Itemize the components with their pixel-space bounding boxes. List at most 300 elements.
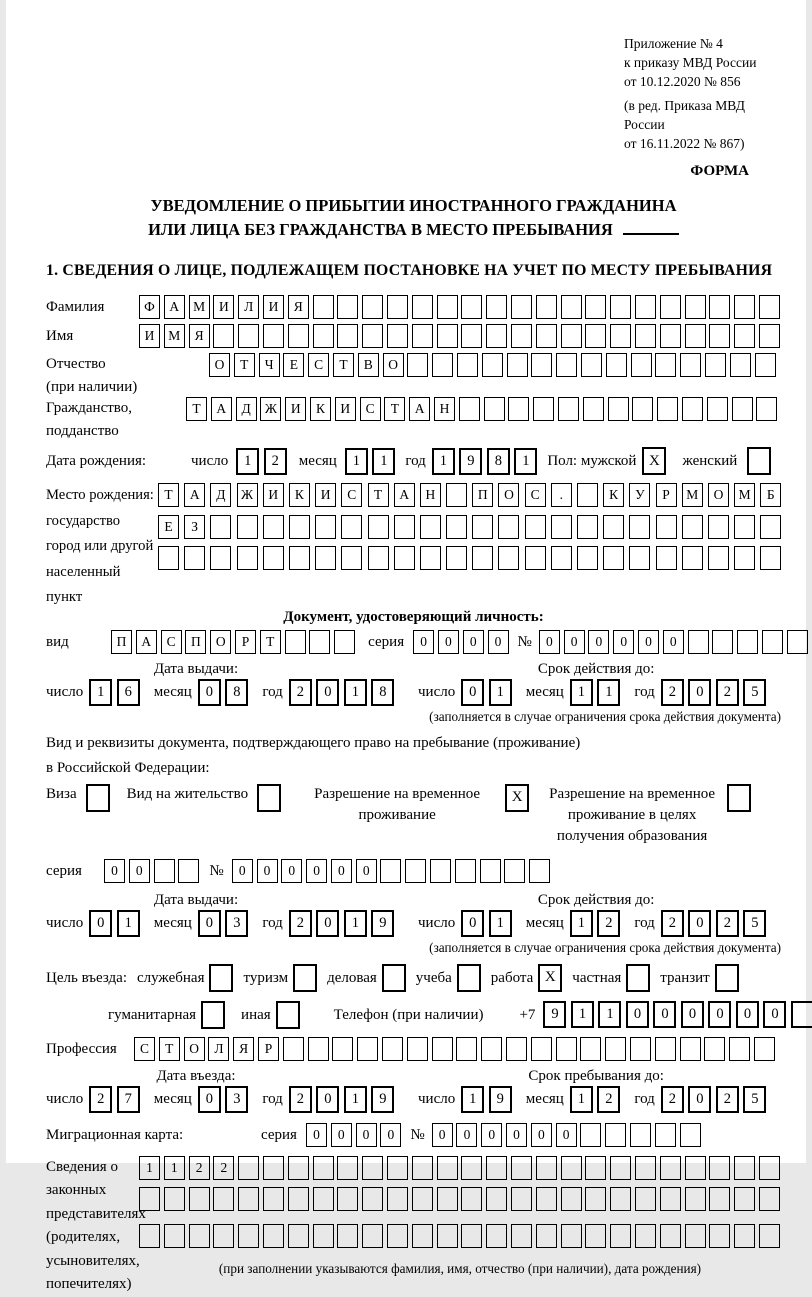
char-cell	[635, 1224, 656, 1248]
char-cell	[680, 353, 701, 377]
purpose-commercial-checkbox[interactable]	[382, 964, 406, 992]
char-cell	[603, 546, 624, 570]
char-cell: 0	[456, 1123, 477, 1147]
char-cell	[635, 1187, 656, 1211]
char-cell: 1	[570, 910, 593, 937]
purpose-business-label: служебная	[136, 969, 205, 986]
surname-boxes[interactable]	[139, 295, 780, 319]
char-cell	[289, 546, 310, 570]
id-issue-group	[46, 660, 418, 706]
char-cell	[457, 353, 478, 377]
series-label: серия	[261, 1126, 297, 1143]
char-cell	[387, 1187, 408, 1211]
char-cell	[394, 515, 415, 539]
char-cell	[629, 515, 650, 539]
char-cell: 0	[306, 1123, 327, 1147]
char-cell	[309, 630, 330, 654]
id-valid-month[interactable]	[570, 679, 621, 706]
char-cell	[656, 546, 677, 570]
char-cell: 2	[597, 1086, 620, 1113]
char-cell	[610, 295, 631, 319]
char-cell	[660, 1224, 681, 1248]
char-cell	[288, 324, 309, 348]
entry-year[interactable]	[289, 1086, 395, 1113]
char-cell	[755, 353, 776, 377]
char-cell	[561, 324, 582, 348]
validity-note: (заполняется в случае ограничения срока действия документа)	[429, 939, 781, 955]
purpose-other-label: иная	[241, 1006, 271, 1023]
birth-place-boxes-row3[interactable]	[158, 546, 781, 570]
char-cell: 0	[688, 679, 711, 706]
char-cell	[164, 1187, 185, 1211]
char-cell	[283, 1037, 304, 1061]
char-cell	[511, 324, 532, 348]
day-label: число	[418, 684, 456, 700]
char-cell	[315, 515, 336, 539]
migration-series-boxes[interactable]	[306, 1123, 401, 1147]
char-cell	[561, 1187, 582, 1211]
char-cell: О	[383, 353, 404, 377]
residence-issue-month[interactable]	[198, 910, 249, 937]
char-cell: Я	[189, 324, 210, 348]
purpose-tourism-checkbox[interactable]	[293, 964, 317, 992]
doc-series-boxes[interactable]	[413, 630, 508, 654]
char-cell: 0	[736, 1001, 759, 1028]
entry-month[interactable]	[198, 1086, 249, 1113]
char-cell	[708, 515, 729, 539]
char-cell	[656, 515, 677, 539]
char-cell: В	[358, 353, 379, 377]
profession-label: Профессия	[46, 1040, 117, 1057]
char-cell	[507, 353, 528, 377]
title-blank-underline	[623, 218, 679, 235]
char-cell: 1	[89, 679, 112, 706]
char-cell: 8	[371, 679, 394, 706]
char-cell	[437, 295, 458, 319]
char-cell	[525, 515, 546, 539]
purpose-humanitarian-checkbox[interactable]	[201, 1001, 225, 1029]
entry-purpose-row2	[46, 1001, 781, 1029]
char-cell	[313, 295, 334, 319]
char-cell	[734, 515, 755, 539]
char-cell	[508, 397, 529, 421]
day-label: число	[46, 915, 84, 931]
char-cell	[446, 515, 467, 539]
phone-boxes[interactable]	[543, 1001, 812, 1028]
day-label: число	[418, 1091, 456, 1107]
day-label: число	[46, 1091, 84, 1107]
purpose-private-checkbox[interactable]	[626, 964, 650, 992]
char-cell: 0	[588, 630, 609, 654]
char-cell: 1	[598, 1001, 621, 1028]
char-cell	[704, 1037, 725, 1061]
header-edit-line: от 16.11.2022 № 867)	[624, 136, 745, 151]
char-cell: Т	[333, 353, 354, 377]
issue-date-title: Дата выдачи:	[153, 660, 239, 677]
char-cell	[263, 1187, 284, 1211]
char-cell	[461, 295, 482, 319]
char-cell	[380, 859, 401, 883]
char-cell	[709, 324, 730, 348]
id-valid-year[interactable]	[661, 679, 767, 706]
residence-series-boxes[interactable]	[104, 859, 199, 883]
char-cell	[631, 353, 652, 377]
stay-month[interactable]	[570, 1086, 621, 1113]
char-cell	[362, 1224, 383, 1248]
given-name-label: Имя	[46, 328, 74, 344]
char-cell: П	[111, 630, 132, 654]
char-cell: Т	[186, 397, 207, 421]
char-cell	[685, 324, 706, 348]
migration-card-label: Миграционная карта:	[46, 1126, 184, 1143]
char-cell: 1	[345, 448, 368, 475]
migration-card-row	[46, 1123, 781, 1147]
char-cell	[682, 397, 703, 421]
char-cell: Т	[158, 483, 179, 507]
char-cell	[213, 324, 234, 348]
valid-until-title: Срок действия до:	[537, 660, 655, 677]
id-issue-day[interactable]	[89, 679, 140, 706]
stay-day[interactable]	[461, 1086, 512, 1113]
char-cell	[561, 295, 582, 319]
char-cell	[606, 353, 627, 377]
residence-doc-line2: в Российской Федерации:	[46, 759, 210, 776]
char-cell	[486, 295, 507, 319]
residence-doc-options	[46, 784, 781, 847]
char-cell: 1	[571, 1001, 594, 1028]
representatives-boxes-row2[interactable]	[139, 1187, 780, 1211]
char-cell: Б	[760, 483, 781, 507]
residence-valid-day[interactable]	[461, 910, 512, 937]
char-cell: С	[525, 483, 546, 507]
header-edit-line: (в ред. Приказа МВД России	[624, 98, 745, 132]
char-cell: 0	[481, 1123, 502, 1147]
char-cell: О	[210, 630, 231, 654]
representatives-label-line: усыновителях,	[46, 1252, 140, 1269]
birth-day-boxes[interactable]	[236, 448, 287, 475]
char-cell: 2	[213, 1156, 234, 1180]
purpose-work-checkbox[interactable]: X	[538, 964, 562, 992]
char-cell	[688, 630, 709, 654]
education-residence-checkbox[interactable]	[727, 784, 751, 812]
residence-valid-month[interactable]	[570, 910, 621, 937]
char-cell	[332, 1037, 353, 1061]
char-cell	[682, 515, 703, 539]
char-cell	[712, 630, 733, 654]
char-cell	[760, 546, 781, 570]
id-issue-year[interactable]	[289, 679, 395, 706]
purpose-other-checkbox[interactable]	[276, 1001, 300, 1029]
char-cell	[685, 1224, 706, 1248]
representatives-row	[46, 1156, 781, 1297]
patronymic-boxes[interactable]	[209, 353, 776, 377]
purpose-tourism-label: туризм	[243, 969, 289, 986]
char-cell	[288, 1156, 309, 1180]
char-cell: З	[184, 515, 205, 539]
month-label: месяц	[525, 915, 564, 931]
char-cell: И	[315, 483, 336, 507]
char-cell	[461, 1224, 482, 1248]
temporary-residence-checkbox[interactable]: X	[505, 784, 529, 812]
char-cell: М	[682, 483, 703, 507]
series-label: серия	[46, 862, 82, 879]
char-cell: К	[603, 483, 624, 507]
residence-doc-line1: Вид и реквизиты документа, подтверждающего право на пребывание (проживание)	[46, 734, 581, 751]
char-cell: 0	[438, 630, 459, 654]
char-cell	[313, 1224, 334, 1248]
entry-date-group	[46, 1067, 418, 1113]
char-cell	[585, 1224, 606, 1248]
char-cell	[455, 859, 476, 883]
birth-year-boxes[interactable]	[432, 448, 538, 475]
char-cell	[580, 1037, 601, 1061]
char-cell: Е	[283, 353, 304, 377]
char-cell	[536, 295, 557, 319]
char-cell: 8	[225, 679, 248, 706]
identity-document-heading: Документ, удостоверяющий личность:	[283, 608, 544, 625]
char-cell: 3	[225, 910, 248, 937]
sex-male-checkbox[interactable]: X	[642, 447, 666, 475]
birth-month-boxes[interactable]	[345, 448, 396, 475]
char-cell: 9	[489, 1086, 512, 1113]
char-cell: 7	[117, 1086, 140, 1113]
char-cell: 1	[372, 448, 395, 475]
char-cell: 0	[638, 630, 659, 654]
char-cell	[498, 546, 519, 570]
doc-kind-boxes[interactable]	[111, 630, 355, 654]
char-cell	[577, 515, 598, 539]
char-cell: 5	[743, 1086, 766, 1113]
char-cell	[210, 515, 231, 539]
month-label: месяц	[153, 1091, 192, 1107]
surname-row	[46, 295, 781, 319]
char-cell	[263, 515, 284, 539]
header-line: от 10.12.2020 № 856	[624, 74, 741, 89]
char-cell: 1	[139, 1156, 160, 1180]
residence-issue-year[interactable]	[289, 910, 395, 937]
char-cell	[337, 324, 358, 348]
char-cell	[313, 1156, 334, 1180]
patronymic-label-l2: (при наличии)	[46, 379, 138, 395]
citizenship-row	[46, 397, 781, 441]
char-cell	[210, 546, 231, 570]
char-cell	[472, 515, 493, 539]
char-cell	[729, 1037, 750, 1061]
given-name-boxes[interactable]	[139, 324, 780, 348]
char-cell	[506, 1037, 527, 1061]
year-label: год	[262, 684, 283, 700]
char-cell: 1	[344, 1086, 367, 1113]
temporary-residence-option	[298, 784, 529, 826]
profession-row	[46, 1037, 781, 1061]
header-reference-block	[624, 34, 781, 153]
char-cell: Т	[159, 1037, 180, 1061]
char-cell: И	[213, 295, 234, 319]
education-residence-option	[546, 784, 751, 847]
number-label: №	[209, 862, 224, 879]
char-cell: 2	[716, 1086, 739, 1113]
char-cell	[585, 324, 606, 348]
char-cell	[420, 546, 441, 570]
char-cell: 1	[236, 448, 259, 475]
migration-number-boxes[interactable]	[432, 1123, 701, 1147]
char-cell	[154, 859, 175, 883]
char-cell	[759, 324, 780, 348]
char-cell: Т	[260, 630, 281, 654]
char-cell: М	[189, 295, 210, 319]
visa-checkbox[interactable]	[86, 784, 110, 812]
entry-day[interactable]	[89, 1086, 140, 1113]
char-cell	[610, 1187, 631, 1211]
representatives-box-rows	[139, 1156, 781, 1278]
birth-place-boxes-row1[interactable]	[158, 483, 781, 507]
char-cell: 0	[104, 859, 125, 883]
char-cell	[158, 546, 179, 570]
char-cell	[756, 397, 777, 421]
char-cell	[561, 1156, 582, 1180]
char-cell	[685, 1156, 706, 1180]
char-cell	[288, 1187, 309, 1211]
char-cell: 0	[461, 679, 484, 706]
sex-female-label: женский	[682, 453, 738, 469]
char-cell	[754, 1037, 775, 1061]
char-cell	[734, 1224, 755, 1248]
char-cell: 2	[289, 679, 312, 706]
char-cell	[387, 324, 408, 348]
char-cell: 0	[316, 679, 339, 706]
month-label: месяц	[525, 684, 564, 700]
char-cell	[732, 397, 753, 421]
citizenship-boxes[interactable]	[186, 397, 777, 421]
char-cell: А	[409, 397, 430, 421]
id-issue-month[interactable]	[198, 679, 249, 706]
char-cell: 0	[356, 1123, 377, 1147]
sex-female-checkbox[interactable]	[747, 447, 771, 475]
temporary-residence-label: Разрешение на временное проживание	[314, 785, 481, 823]
char-cell	[737, 630, 758, 654]
char-cell	[387, 1224, 408, 1248]
char-cell: А	[211, 397, 232, 421]
char-cell	[511, 1156, 532, 1180]
char-cell: И	[139, 324, 160, 348]
birth-place-label	[46, 483, 158, 611]
char-cell	[536, 1224, 557, 1248]
char-cell	[635, 295, 656, 319]
char-cell: 0	[316, 910, 339, 937]
char-cell	[308, 1037, 329, 1061]
residence-permit-checkbox[interactable]	[257, 784, 281, 812]
char-cell: Л	[208, 1037, 229, 1061]
purpose-study-checkbox[interactable]	[457, 964, 481, 992]
char-cell	[237, 515, 258, 539]
profession-boxes[interactable]	[134, 1037, 775, 1061]
purpose-business-checkbox[interactable]	[209, 964, 233, 992]
char-cell	[655, 1037, 676, 1061]
char-cell	[660, 324, 681, 348]
char-cell: 2	[289, 1086, 312, 1113]
visa-option	[46, 784, 110, 812]
char-cell: 0	[564, 630, 585, 654]
char-cell	[412, 324, 433, 348]
char-cell: Я	[288, 295, 309, 319]
char-cell: 0	[531, 1123, 552, 1147]
char-cell: 1	[432, 448, 455, 475]
char-cell: 0	[198, 910, 221, 937]
id-valid-day[interactable]	[461, 679, 512, 706]
char-cell: 9	[371, 1086, 394, 1113]
char-cell	[585, 295, 606, 319]
visa-label: Виза	[46, 785, 77, 802]
char-cell	[238, 1187, 259, 1211]
char-cell	[511, 295, 532, 319]
char-cell	[585, 1187, 606, 1211]
doc-number-boxes[interactable]	[539, 630, 808, 654]
char-cell: 8	[487, 448, 510, 475]
residence-issue-day[interactable]	[89, 910, 140, 937]
char-cell	[407, 1037, 428, 1061]
purpose-transit-label: транзит	[660, 969, 710, 986]
char-cell	[709, 295, 730, 319]
char-cell	[285, 630, 306, 654]
char-cell	[556, 1037, 577, 1061]
char-cell: 1	[344, 679, 367, 706]
char-cell: 1	[117, 910, 140, 937]
char-cell	[237, 546, 258, 570]
citizenship-label-l1: Гражданство,	[46, 400, 133, 416]
char-cell: П	[185, 630, 206, 654]
char-cell: 5	[743, 910, 766, 937]
char-cell	[461, 324, 482, 348]
char-cell	[382, 1037, 403, 1061]
char-cell	[407, 353, 428, 377]
char-cell	[504, 859, 525, 883]
char-cell	[762, 630, 783, 654]
day-label: число	[46, 684, 84, 700]
char-cell	[486, 1156, 507, 1180]
char-cell: 1	[489, 679, 512, 706]
char-cell: 0	[198, 679, 221, 706]
residence-number-boxes[interactable]	[232, 859, 551, 883]
char-cell: 0	[316, 1086, 339, 1113]
char-cell	[734, 1187, 755, 1211]
char-cell	[387, 295, 408, 319]
char-cell: Т	[368, 483, 389, 507]
char-cell	[387, 1156, 408, 1180]
representatives-boxes-row3[interactable]	[139, 1224, 780, 1248]
number-label: №	[517, 633, 532, 650]
char-cell	[558, 397, 579, 421]
birth-place-boxes-row2[interactable]	[158, 515, 781, 539]
patronymic-label	[46, 353, 209, 399]
char-cell	[357, 1037, 378, 1061]
char-cell	[461, 1156, 482, 1180]
char-cell	[337, 1224, 358, 1248]
char-cell	[660, 295, 681, 319]
valid-until-title: Срок действия до:	[537, 891, 655, 908]
purpose-transit-checkbox[interactable]	[715, 964, 739, 992]
char-cell: Ф	[139, 295, 160, 319]
char-cell: Р	[258, 1037, 279, 1061]
char-cell	[437, 324, 458, 348]
representatives-boxes-row1[interactable]	[139, 1156, 780, 1180]
char-cell	[511, 1224, 532, 1248]
stay-year[interactable]	[661, 1086, 767, 1113]
char-cell	[603, 515, 624, 539]
char-cell	[536, 1156, 557, 1180]
residence-valid-year[interactable]	[661, 910, 767, 937]
year-label: год	[634, 1091, 655, 1107]
stay-until-group	[418, 1067, 774, 1113]
